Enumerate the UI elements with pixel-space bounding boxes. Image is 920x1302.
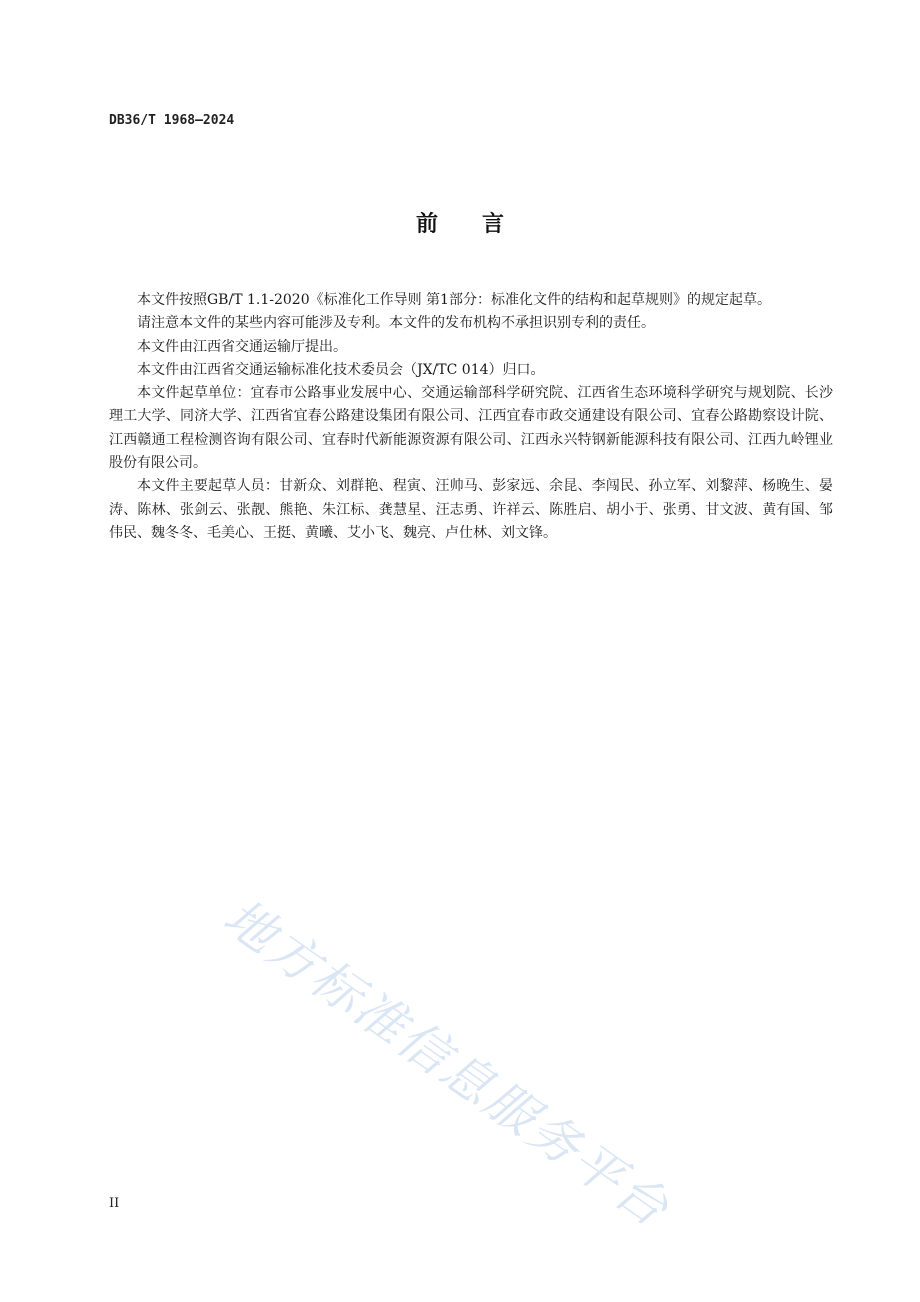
paragraph-administrator: 本文件由江西省交通运输标准化技术委员会（JX/TC 014）归口。 xyxy=(137,361,545,378)
paragraph-drafting-rules: 本文件按照GB/T 1.1-2020《标准化工作导则 第1部分：标准化文件的结构和起草规则》的规定起草。 xyxy=(137,292,771,308)
watermark: 地方标准信息服务平台 xyxy=(213,887,681,1240)
page-number: II xyxy=(109,1196,120,1211)
paragraph-drafters: 本文件主要起草人员：甘新众、刘群艳、程寅、汪帅马、彭家远、余昆、李闯民、孙立军、刘黎萍、杨晚生、晏涛、陈林、张剑云、张靓、熊艳、朱江标、龚慧星、汪志勇、许祥云、陈胜启、胡小于、张勇、甘文波、黄有国、邹伟民、魏冬冬、毛美心、王挺、黄曦、艾小飞、魏亮、卢仕林、刘文锋。 xyxy=(109,478,833,541)
paragraph-drafting-units: 本文件起草单位：宜春市公路事业发展中心、交通运输部科学研究院、江西省生态环境科学研究与规划院、长沙理工大学、同济大学、江西省宜春公路建设集团有限公司、江西宜春市政交通建设有限公司、宜春公路勘察设计院、江西赣通工程检测咨询有限公司、宜春时代新能源资源有限公司、江西永兴特钢新能源科技有限公司、江西九岭锂业股份有限公司。 xyxy=(109,385,833,472)
document-code: DB36/T 1968—2024 xyxy=(109,113,235,128)
foreword-body xyxy=(109,289,833,545)
page-title: 前言 xyxy=(415,212,548,237)
paragraph-patent-notice: 请注意本文件的某些内容可能涉及专利。本文件的发布机构不承担识别专利的责任。 xyxy=(137,315,655,332)
paragraph-proposer: 本文件由江西省交通运输厅提出。 xyxy=(137,338,347,355)
